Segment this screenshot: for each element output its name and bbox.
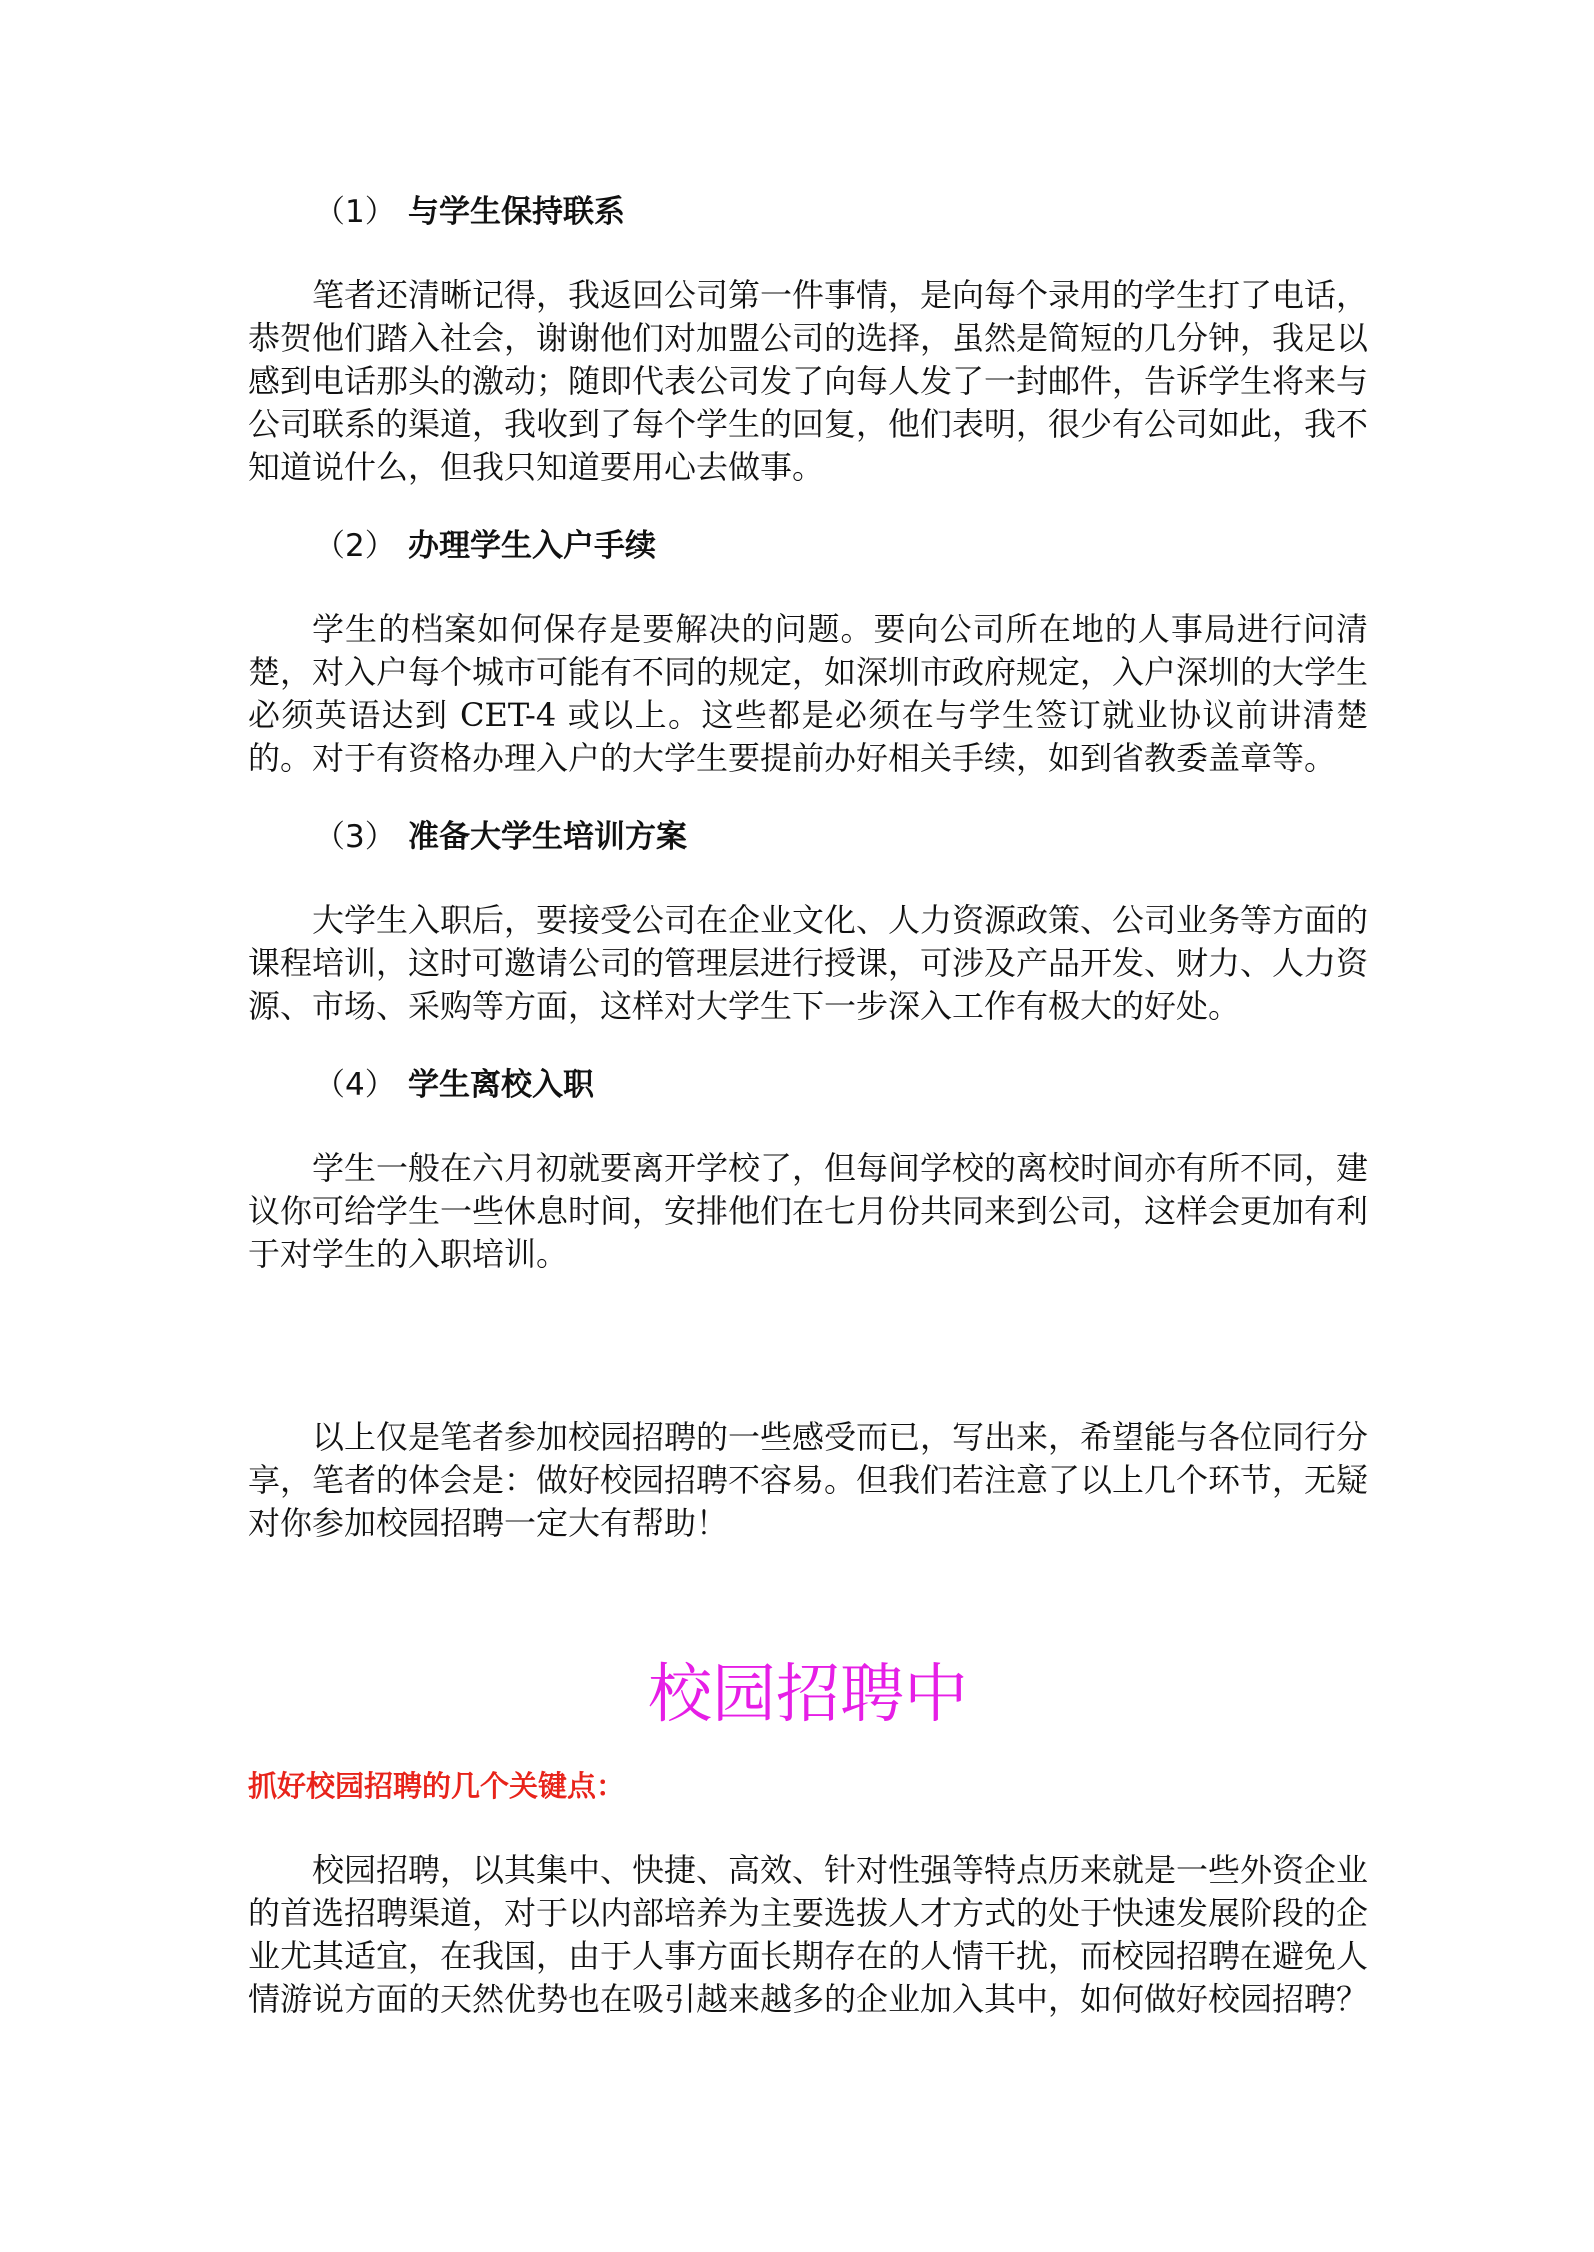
section-number: （1） (314, 194, 396, 230)
intro-paragraph: 校园招聘，以其集中、快捷、高效、针对性强等特点历来就是一些外资企业的首选招聘渠道，对于以内部培养为主要选拔人才方式的处于快速发展阶段的企业尤其适宜，在我国，由于人事方面长期存在的人情干扰，而校园招聘在避免人情游说方面的天然优势也在吸引越来越多的企业加入其中，如何做好校园招聘？ (248, 1851, 1369, 2018)
page-content (248, 190, 1368, 2021)
section-heading-3 (248, 815, 1368, 859)
section-heading-1 (248, 190, 1368, 234)
section-number: （3） (314, 819, 396, 855)
section-title-magenta: 校园招聘中 (648, 1658, 968, 1732)
section-heading-2 (248, 524, 1368, 568)
section-paragraph-1: 笔者还清晰记得，我返回公司第一件事情，是向每个录用的学生打了电话，恭贺他们踏入社会，谢谢他们对加盟公司的选择，虽然是简短的几分钟，我足以感到电话那头的激动；随即代表公司发了向每人发了一封邮件，告诉学生将来与公司联系的渠道，我收到了每个学生的回复，他们表明，很少有公司如此，我不知道说什么，但我只知道要用心去做事。 (248, 276, 1369, 486)
section-paragraph-2: 学生的档案如何保存是要解决的问题。要向公司所在地的人事局进行问清楚，对入户每个城市可能有不同的规定，如深圳市政府规定，入户深圳的大学生必须英语达到 CET-4 或以上。这些都是必须在与学生签订就业协议前讲清楚的。对于有资格办理入户的大学生要提前办好相关手续，如到省教委盖章等。 (248, 610, 1369, 777)
section-title: 办理学生入户手续 (408, 528, 656, 564)
key-points-subheading: 抓好校园招聘的几个关键点： (248, 1769, 626, 1803)
section-title: 准备大学生培训方案 (408, 819, 687, 855)
section-title: 与学生保持联系 (408, 194, 625, 230)
section-number: （2） (314, 528, 396, 564)
section-heading-4 (248, 1063, 1368, 1107)
closing-paragraph: 以上仅是笔者参加校园招聘的一些感受而已，写出来，希望能与各位同行分享，笔者的体会是：做好校园招聘不容易。但我们若注意了以上几个环节，无疑对你参加校园招聘一定大有帮助！ (248, 1418, 1369, 1542)
section-title: 学生离校入职 (408, 1067, 594, 1103)
section-paragraph-4: 学生一般在六月初就要离开学校了，但每间学校的离校时间亦有所不同，建议你可给学生一些休息时间，安排他们在七月份共同来到公司，这样会更加有利于对学生的入职培训。 (248, 1149, 1369, 1273)
section-number: （4） (314, 1067, 396, 1103)
section-paragraph-3: 大学生入职后，要接受公司在企业文化、人力资源政策、公司业务等方面的课程培训，这时可邀请公司的管理层进行授课，可涉及产品开发、财力、人力资源、市场、采购等方面，这样对大学生下一步深入工作有极大的好处。 (248, 901, 1369, 1025)
